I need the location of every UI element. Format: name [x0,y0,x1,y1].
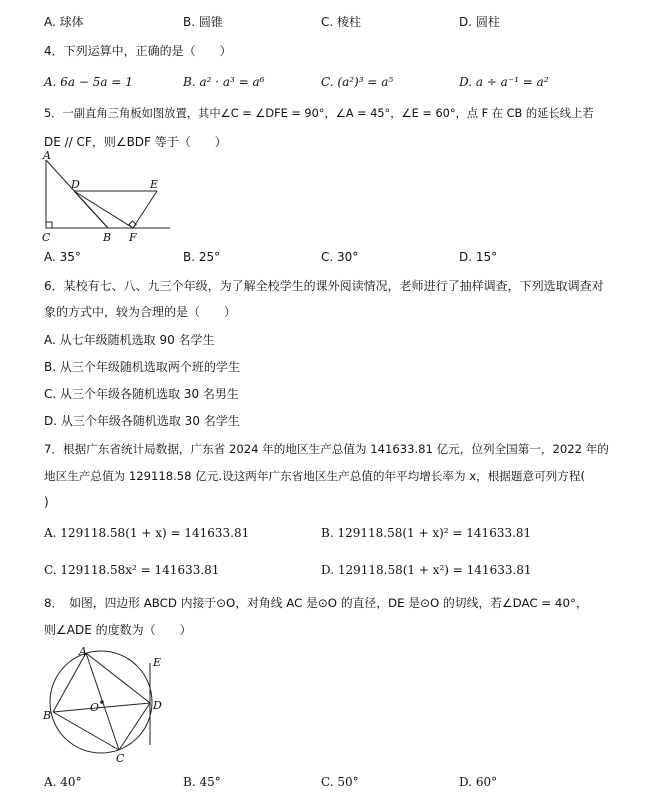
q7-option-d: D. 129118.58(1 + x²) = 141633.81 [321,563,532,577]
q7-stem-line3: ) [44,495,49,509]
q6-stem-line1: 6．某校有七、八、九三个年级，为了解全校学生的课外阅读情况，老师进行了抽样调查，下列选取调查对 [44,279,604,293]
q8-option-d: D. 60° [459,775,498,789]
q7-option-b: B. 129118.58(1 + x)² = 141633.81 [321,526,532,540]
q8-stem-line1: 8． 如图，四边形 ABCD 内接于⊙O，对角线 AC 是⊙O 的直径，DE 是⊙O 的切线，若∠DAC = 40°， [44,596,588,610]
q5-triangle-figure [40,150,175,245]
q8-label-a: A [79,645,87,658]
q8-label-c: C [116,752,125,765]
q3-option-c: C. 棱柱 [321,15,362,29]
q5-option-d: D. 15° [459,250,498,264]
q8-label-o: O [90,701,100,714]
q3-option-d: D. 圆柱 [459,15,500,29]
q4-stem: 4．下列运算中，正确的是（ ） [44,44,232,58]
q6-option-a: A. 从七年级随机选取 90 名学生 [44,333,215,347]
q4-option-b: B. a² · a³ = a⁶ [183,75,265,89]
q8-label-e: E [153,656,162,669]
q5-label-a: A [43,150,51,162]
q6-stem-line2: 象的方式中，较为合理的是（ ） [44,305,237,319]
q5-stem-line2: DE // CF，则∠BDF 等于（ ） [44,135,227,149]
q5-option-b: B. 25° [183,250,221,264]
q8-stem-line2: 则∠ADE 的度数为（ ） [44,623,192,637]
q8-label-d: D [153,699,162,712]
q7-stem-line2: 地区生产总值为 129118.58 亿元.设这两年广东省地区生产总值的年平均增长率为 x，根据题意可列方程( [44,469,585,483]
q4-option-c: C. (a²)³ = a⁵ [321,75,394,89]
q7-option-c: C. 129118.58x² = 141633.81 [44,563,220,577]
q6-option-b: B. 从三个年级随机选取两个班的学生 [44,360,240,374]
q7-stem-line1: 7．根据广东省统计局数据，广东省 2024 年的地区生产总值为 141633.81 亿元，位列全国第一，2022 年的 [44,442,609,456]
q8-option-b: B. 45° [183,775,221,789]
q7-option-a: A. 129118.58(1 + x) = 141633.81 [44,526,250,540]
q8-option-a: A. 40° [44,775,82,789]
q8-label-b: B [43,709,52,722]
q5-stem-line1: 5．一副直角三角板如图放置，其中∠C = ∠DFE = 90°，∠A = 45°，∠E = 60°，点 F 在 CB 的延长线上若 [44,107,594,120]
q5-option-a: A. 35° [44,250,81,264]
q4-option-a: A. 6a − 5a = 1 [44,75,133,89]
q5-label-b: B [103,231,112,244]
q5-option-c: C. 30° [321,250,359,264]
q6-option-d: D. 从三个年级各随机选取 30 名学生 [44,414,240,428]
q3-option-a: A. 球体 [44,15,84,29]
q5-label-e: E [150,178,159,191]
q8-option-c: C. 50° [321,775,359,789]
q3-option-b: B. 圆锥 [183,15,223,29]
q8-circle-figure [40,645,170,765]
q6-option-c: C. 从三个年级各随机选取 30 名男生 [44,387,239,401]
q4-option-d: D. a ÷ a⁻¹ = a² [459,75,549,89]
q5-label-c: C [42,231,51,244]
q5-label-f: F [129,231,137,244]
q5-label-d: D [71,178,80,191]
